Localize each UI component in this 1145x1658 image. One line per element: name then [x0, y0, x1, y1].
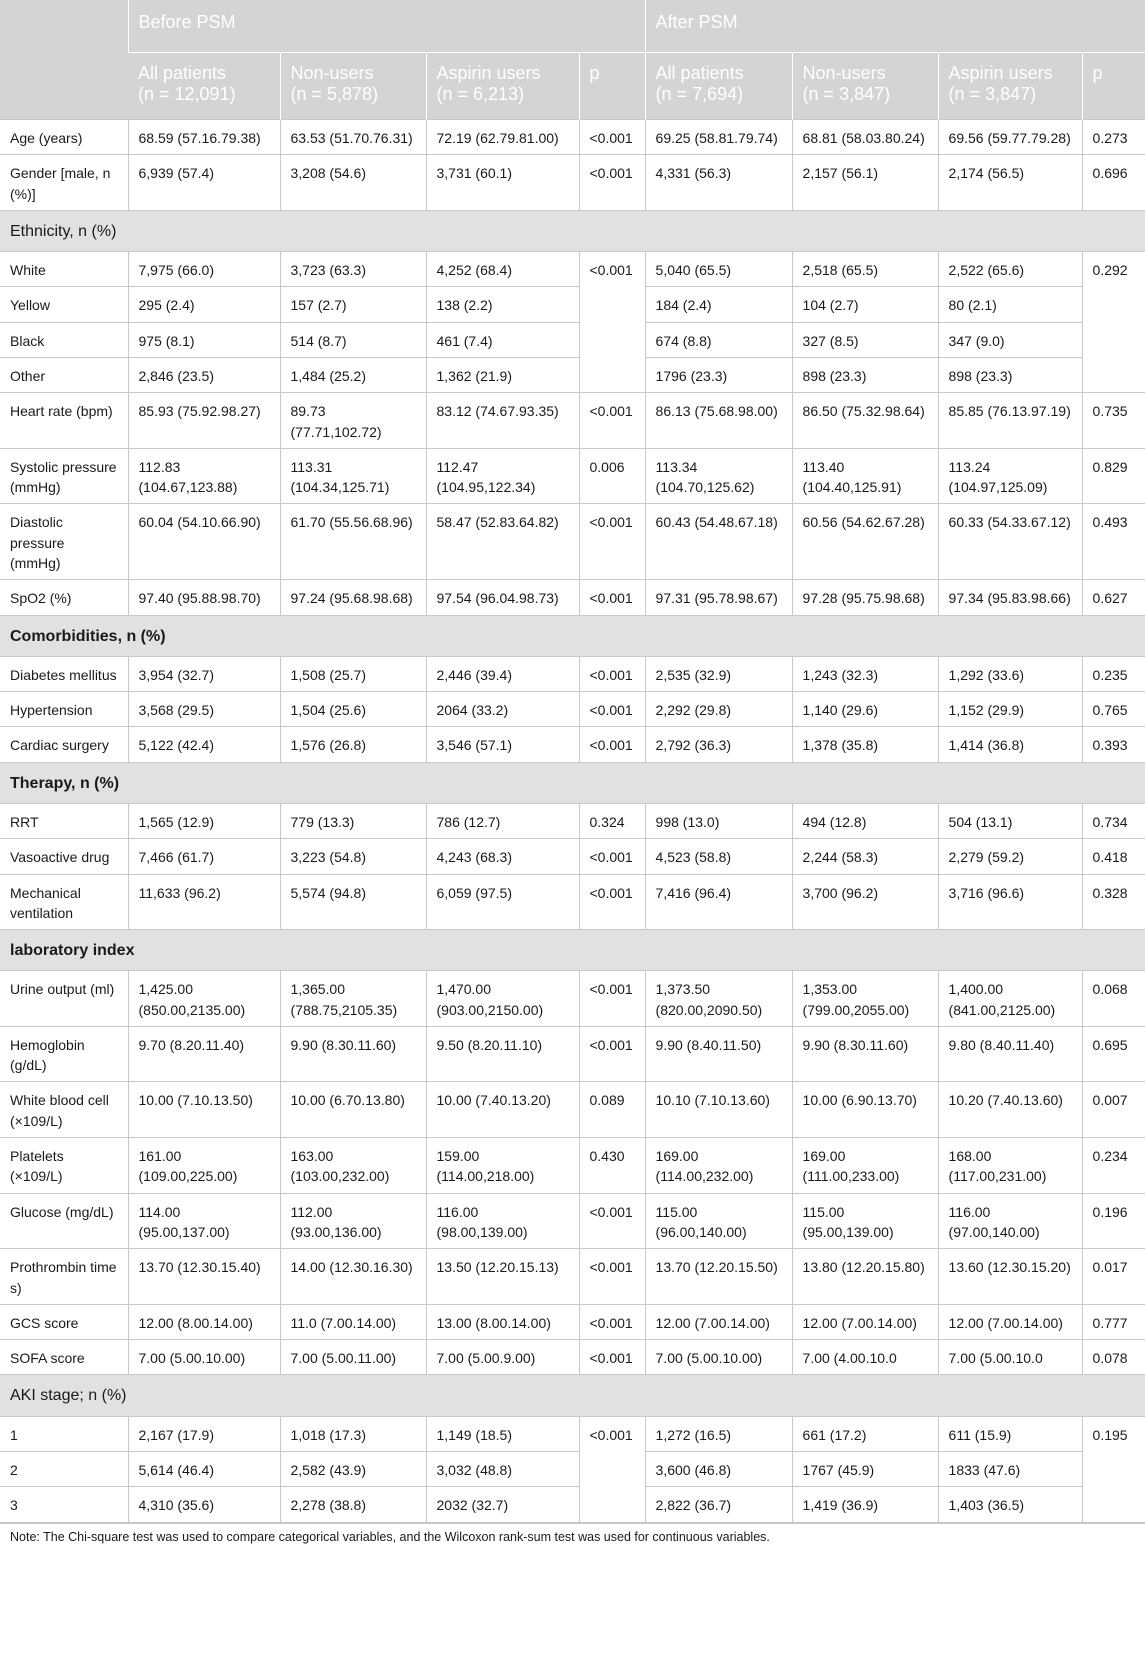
value-cell: 6,059 (97.5) — [426, 874, 579, 930]
value-cell: 1,292 (33.6) — [938, 656, 1082, 691]
row-label: 1 — [0, 1416, 128, 1451]
row-label: Diabetes mellitus — [0, 656, 128, 691]
column-header — [645, 53, 792, 120]
table-row — [0, 504, 1145, 580]
table-row — [0, 839, 1145, 874]
value-cell: 9.80 (8.40.11.40) — [938, 1026, 1082, 1082]
column-header-title: Aspirin users — [948, 63, 1053, 83]
table-row — [0, 1487, 1145, 1522]
value-cell: 69.25 (58.81.79.74) — [645, 120, 792, 155]
header-corner-cell — [0, 0, 128, 120]
section-heading: AKI stage; n (%) — [0, 1375, 1145, 1416]
column-header — [1082, 53, 1145, 120]
value-cell: 5,574 (94.8) — [280, 874, 426, 930]
column-header-title: Non-users — [290, 63, 374, 83]
value-cell: 6,939 (57.4) — [128, 155, 280, 211]
value-cell: 86.50 (75.32.98.64) — [792, 393, 938, 449]
value-cell: 2,535 (32.9) — [645, 656, 792, 691]
value-cell: 83.12 (74.67.93.35) — [426, 393, 579, 449]
column-header-title: Aspirin users — [436, 63, 541, 83]
table-row — [0, 393, 1145, 449]
value-cell: 1,400.00 (841.00,2125.00) — [938, 971, 1082, 1027]
value-cell: 2,157 (56.1) — [792, 155, 938, 211]
table-row — [0, 692, 1145, 727]
column-header-count: (n = 7,694) — [655, 83, 744, 104]
value-cell: 10.00 (6.90.13.70) — [792, 1082, 938, 1138]
column-header-count: (n = 6,213) — [436, 83, 525, 104]
value-cell: 494 (12.8) — [792, 803, 938, 838]
p-value-cell: 0.324 — [579, 803, 645, 838]
value-cell: 1833 (47.6) — [938, 1451, 1082, 1486]
column-header-count: (n = 3,847) — [948, 83, 1037, 104]
column-header-title: All patients — [138, 63, 227, 83]
value-cell: 2,518 (65.5) — [792, 252, 938, 287]
section-heading: Comorbidities, n (%) — [0, 615, 1145, 656]
value-cell: 3,600 (46.8) — [645, 1451, 792, 1486]
value-cell: 1,362 (21.9) — [426, 357, 579, 392]
p-value-cell: <0.001 — [579, 1026, 645, 1082]
p-value-cell: <0.001 — [579, 580, 645, 615]
column-header-count: (n = 5,878) — [290, 83, 379, 104]
value-cell: 7,416 (96.4) — [645, 874, 792, 930]
row-label: GCS score — [0, 1304, 128, 1339]
value-cell: 898 (23.3) — [938, 357, 1082, 392]
value-cell: 7.00 (5.00.9.00) — [426, 1340, 579, 1375]
row-label: Diastolic pressure (mmHg) — [0, 504, 128, 580]
value-cell: 113.34 (104.70,125.62) — [645, 448, 792, 504]
p-value-cell: <0.001 — [579, 393, 645, 449]
table-row — [0, 448, 1145, 504]
table-row — [0, 357, 1145, 392]
value-cell: 9.50 (8.20.11.10) — [426, 1026, 579, 1082]
value-cell: 1,365.00 (788.75,2105.35) — [280, 971, 426, 1027]
value-cell: 2032 (32.7) — [426, 1487, 579, 1522]
value-cell: 674 (8.8) — [645, 322, 792, 357]
row-label: Hemoglobin (g/dL) — [0, 1026, 128, 1082]
value-cell: 4,252 (68.4) — [426, 252, 579, 287]
value-cell: 2,278 (38.8) — [280, 1487, 426, 1522]
value-cell: 163.00 (103.00,232.00) — [280, 1138, 426, 1194]
p-value-cell: 0.418 — [1082, 839, 1145, 874]
value-cell: 11.0 (7.00.14.00) — [280, 1304, 426, 1339]
value-cell: 1,243 (32.3) — [792, 656, 938, 691]
value-cell: 2,846 (23.5) — [128, 357, 280, 392]
value-cell: 97.24 (95.68.98.68) — [280, 580, 426, 615]
section-heading: Therapy, n (%) — [0, 762, 1145, 803]
row-label: Prothrombin time s) — [0, 1249, 128, 1305]
value-cell: 12.00 (7.00.14.00) — [645, 1304, 792, 1339]
value-cell: 10.20 (7.40.13.60) — [938, 1082, 1082, 1138]
section-row — [0, 210, 1145, 251]
value-cell: 159.00 (114.00,218.00) — [426, 1138, 579, 1194]
value-cell: 138 (2.2) — [426, 287, 579, 322]
value-cell: 9.90 (8.40.11.50) — [645, 1026, 792, 1082]
value-cell: 1,504 (25.6) — [280, 692, 426, 727]
section-row — [0, 762, 1145, 803]
column-header — [426, 53, 579, 120]
value-cell: 85.85 (76.13.97.19) — [938, 393, 1082, 449]
p-value-cell: 0.017 — [1082, 1249, 1145, 1305]
value-cell: 12.00 (7.00.14.00) — [792, 1304, 938, 1339]
value-cell: 116.00 (97.00,140.00) — [938, 1193, 1082, 1249]
p-value-cell: 0.234 — [1082, 1138, 1145, 1194]
value-cell: 13.70 (12.20.15.50) — [645, 1249, 792, 1305]
value-cell: 3,032 (48.8) — [426, 1451, 579, 1486]
value-cell: 5,040 (65.5) — [645, 252, 792, 287]
value-cell: 97.54 (96.04.98.73) — [426, 580, 579, 615]
row-label: Urine output (ml) — [0, 971, 128, 1027]
row-label: Other — [0, 357, 128, 392]
value-cell: 3,723 (63.3) — [280, 252, 426, 287]
value-cell: 7.00 (5.00.11.00) — [280, 1340, 426, 1375]
table-row — [0, 1304, 1145, 1339]
value-cell: 97.40 (95.88.98.70) — [128, 580, 280, 615]
table-row — [0, 971, 1145, 1027]
p-value-cell: 0.777 — [1082, 1304, 1145, 1339]
header-after-psm: After PSM — [645, 0, 1145, 53]
value-cell: 514 (8.7) — [280, 322, 426, 357]
value-cell: 113.31 (104.34,125.71) — [280, 448, 426, 504]
value-cell: 112.47 (104.95,122.34) — [426, 448, 579, 504]
table-row — [0, 1138, 1145, 1194]
p-value-cell: 0.068 — [1082, 971, 1145, 1027]
section-row — [0, 615, 1145, 656]
p-value-cell: 0.765 — [1082, 692, 1145, 727]
p-value-cell: 0.627 — [1082, 580, 1145, 615]
value-cell: 113.40 (104.40,125.91) — [792, 448, 938, 504]
value-cell: 97.34 (95.83.98.66) — [938, 580, 1082, 615]
row-label: Heart rate (bpm) — [0, 393, 128, 449]
value-cell: 3,954 (32.7) — [128, 656, 280, 691]
p-value-cell: 0.829 — [1082, 448, 1145, 504]
row-label: SOFA score — [0, 1340, 128, 1375]
p-value-cell: 0.734 — [1082, 803, 1145, 838]
table-row — [0, 727, 1145, 762]
value-cell: 7.00 (5.00.10.00) — [645, 1340, 792, 1375]
row-label: 3 — [0, 1487, 128, 1522]
column-header — [579, 53, 645, 120]
row-label: Age (years) — [0, 120, 128, 155]
value-cell: 60.33 (54.33.67.12) — [938, 504, 1082, 580]
value-cell: 1,140 (29.6) — [792, 692, 938, 727]
value-cell: 347 (9.0) — [938, 322, 1082, 357]
value-cell: 898 (23.3) — [792, 357, 938, 392]
section-heading: Ethnicity, n (%) — [0, 210, 1145, 251]
value-cell: 1,425.00 (850.00,2135.00) — [128, 971, 280, 1027]
value-cell: 2,822 (36.7) — [645, 1487, 792, 1522]
value-cell: 1,152 (29.9) — [938, 692, 1082, 727]
value-cell: 2,174 (56.5) — [938, 155, 1082, 211]
p-value-cell: 0.089 — [579, 1082, 645, 1138]
table-row — [0, 1249, 1145, 1305]
value-cell: 97.28 (95.75.98.68) — [792, 580, 938, 615]
value-cell: 10.00 (6.70.13.80) — [280, 1082, 426, 1138]
table-row — [0, 120, 1145, 155]
p-value-cell: 0.493 — [1082, 504, 1145, 580]
value-cell: 4,310 (35.6) — [128, 1487, 280, 1522]
value-cell: 1,419 (36.9) — [792, 1487, 938, 1522]
value-cell: 10.10 (7.10.13.60) — [645, 1082, 792, 1138]
p-value-cell: 0.696 — [1082, 155, 1145, 211]
value-cell: 157 (2.7) — [280, 287, 426, 322]
value-cell: 97.31 (95.78.98.67) — [645, 580, 792, 615]
value-cell: 4,331 (56.3) — [645, 155, 792, 211]
value-cell: 12.00 (8.00.14.00) — [128, 1304, 280, 1339]
value-cell: 13.50 (12.20.15.13) — [426, 1249, 579, 1305]
column-header — [128, 53, 280, 120]
row-label: Vasoactive drug — [0, 839, 128, 874]
table-row — [0, 580, 1145, 615]
table-row — [0, 322, 1145, 357]
value-cell: 10.00 (7.10.13.50) — [128, 1082, 280, 1138]
value-cell: 2,582 (43.9) — [280, 1451, 426, 1486]
row-label: Mechanical ventilation — [0, 874, 128, 930]
value-cell: 1,508 (25.7) — [280, 656, 426, 691]
table-row — [0, 287, 1145, 322]
value-cell: 786 (12.7) — [426, 803, 579, 838]
value-cell: 3,208 (54.6) — [280, 155, 426, 211]
column-header-title: Non-users — [802, 63, 886, 83]
table-row — [0, 155, 1145, 211]
row-label: White blood cell (×109/L) — [0, 1082, 128, 1138]
p-value-cell: <0.001 — [579, 1304, 645, 1339]
value-cell: 327 (8.5) — [792, 322, 938, 357]
column-header-title: All patients — [655, 63, 744, 83]
value-cell: 115.00 (95.00,139.00) — [792, 1193, 938, 1249]
p-value-cell: <0.001 — [579, 874, 645, 930]
value-cell: 116.00 (98.00,139.00) — [426, 1193, 579, 1249]
column-header-count: (n = 12,091) — [138, 83, 236, 104]
value-cell: 2,167 (17.9) — [128, 1416, 280, 1451]
column-header — [280, 53, 426, 120]
value-cell: 1796 (23.3) — [645, 357, 792, 392]
value-cell: 3,568 (29.5) — [128, 692, 280, 727]
value-cell: 60.56 (54.62.67.28) — [792, 504, 938, 580]
table-row — [0, 1416, 1145, 1451]
value-cell: 10.00 (7.40.13.20) — [426, 1082, 579, 1138]
value-cell: 5,122 (42.4) — [128, 727, 280, 762]
value-cell: 115.00 (96.00,140.00) — [645, 1193, 792, 1249]
value-cell: 169.00 (111.00,233.00) — [792, 1138, 938, 1194]
value-cell: 69.56 (59.77.79.28) — [938, 120, 1082, 155]
section-heading: laboratory index — [0, 930, 1145, 971]
value-cell: 998 (13.0) — [645, 803, 792, 838]
value-cell: 9.90 (8.30.11.60) — [280, 1026, 426, 1082]
p-value-cell: <0.001 — [579, 656, 645, 691]
value-cell: 9.70 (8.20.11.40) — [128, 1026, 280, 1082]
value-cell: 113.24 (104.97,125.09) — [938, 448, 1082, 504]
table-row — [0, 1340, 1145, 1375]
value-cell: 13.80 (12.20.15.80) — [792, 1249, 938, 1305]
row-label: Hypertension — [0, 692, 128, 727]
value-cell: 2,292 (29.8) — [645, 692, 792, 727]
table-row — [0, 1193, 1145, 1249]
value-cell: 3,731 (60.1) — [426, 155, 579, 211]
row-label: Glucose (mg/dL) — [0, 1193, 128, 1249]
value-cell: 4,523 (58.8) — [645, 839, 792, 874]
value-cell: 161.00 (109.00,225.00) — [128, 1138, 280, 1194]
row-label: Black — [0, 322, 128, 357]
value-cell: 2,446 (39.4) — [426, 656, 579, 691]
value-cell: 60.04 (54.10.66.90) — [128, 504, 280, 580]
value-cell: 13.70 (12.30.15.40) — [128, 1249, 280, 1305]
table-body — [0, 120, 1145, 1523]
value-cell: 461 (7.4) — [426, 322, 579, 357]
value-cell: 7.00 (5.00.10.0 — [938, 1340, 1082, 1375]
value-cell: 3,716 (96.6) — [938, 874, 1082, 930]
p-value-cell: 0.195 — [1082, 1416, 1145, 1522]
table-row — [0, 874, 1145, 930]
header-before-psm: Before PSM — [128, 0, 645, 53]
row-label: Gender [male, n (%)] — [0, 155, 128, 211]
value-cell: 3,546 (57.1) — [426, 727, 579, 762]
value-cell: 85.93 (75.92.98.27) — [128, 393, 280, 449]
value-cell: 1,470.00 (903.00,2150.00) — [426, 971, 579, 1027]
p-value-cell: 0.292 — [1082, 252, 1145, 393]
value-cell: 2064 (33.2) — [426, 692, 579, 727]
value-cell: 661 (17.2) — [792, 1416, 938, 1451]
value-cell: 61.70 (55.56.68.96) — [280, 504, 426, 580]
value-cell: 86.13 (75.68.98.00) — [645, 393, 792, 449]
row-label: Yellow — [0, 287, 128, 322]
p-value-cell: <0.001 — [579, 504, 645, 580]
section-row — [0, 1375, 1145, 1416]
value-cell: 13.00 (8.00.14.00) — [426, 1304, 579, 1339]
column-header — [792, 53, 938, 120]
p-value-cell: 0.078 — [1082, 1340, 1145, 1375]
row-label: White — [0, 252, 128, 287]
value-cell: 13.60 (12.30.15.20) — [938, 1249, 1082, 1305]
value-cell: 80 (2.1) — [938, 287, 1082, 322]
value-cell: 11,633 (96.2) — [128, 874, 280, 930]
value-cell: 611 (15.9) — [938, 1416, 1082, 1451]
value-cell: 169.00 (114.00,232.00) — [645, 1138, 792, 1194]
row-label: Systolic pressure (mmHg) — [0, 448, 128, 504]
value-cell: 72.19 (62.79.81.00) — [426, 120, 579, 155]
value-cell: 1,149 (18.5) — [426, 1416, 579, 1451]
value-cell: 68.59 (57.16.79.38) — [128, 120, 280, 155]
value-cell: 1,484 (25.2) — [280, 357, 426, 392]
section-row — [0, 930, 1145, 971]
p-value-cell: <0.001 — [579, 1249, 645, 1305]
table-footnote: Note: The Chi-square test was used to compare categorical variables, and the Wilcoxon rank-sum test was used for continuous variables. — [0, 1523, 1145, 1544]
table-row — [0, 1026, 1145, 1082]
column-header-count: (n = 3,847) — [802, 83, 891, 104]
value-cell: 1,018 (17.3) — [280, 1416, 426, 1451]
value-cell: 12.00 (7.00.14.00) — [938, 1304, 1082, 1339]
p-value-cell: 0.196 — [1082, 1193, 1145, 1249]
value-cell: 504 (13.1) — [938, 803, 1082, 838]
value-cell: 7,975 (66.0) — [128, 252, 280, 287]
value-cell: 1,414 (36.8) — [938, 727, 1082, 762]
value-cell: 2,244 (58.3) — [792, 839, 938, 874]
p-value-cell: <0.001 — [579, 692, 645, 727]
p-value-cell: 0.235 — [1082, 656, 1145, 691]
p-value-cell: 0.393 — [1082, 727, 1145, 762]
row-label: 2 — [0, 1451, 128, 1486]
table-row — [0, 656, 1145, 691]
p-value-cell: 0.430 — [579, 1138, 645, 1194]
value-cell: 2,792 (36.3) — [645, 727, 792, 762]
value-cell: 7.00 (4.00.10.0 — [792, 1340, 938, 1375]
value-cell: 1767 (45.9) — [792, 1451, 938, 1486]
value-cell: 975 (8.1) — [128, 322, 280, 357]
value-cell: 184 (2.4) — [645, 287, 792, 322]
value-cell: 68.81 (58.03.80.24) — [792, 120, 938, 155]
value-cell: 2,279 (59.2) — [938, 839, 1082, 874]
value-cell: 5,614 (46.4) — [128, 1451, 280, 1486]
value-cell: 58.47 (52.83.64.82) — [426, 504, 579, 580]
value-cell: 9.90 (8.30.11.60) — [792, 1026, 938, 1082]
p-value-cell: 0.006 — [579, 448, 645, 504]
value-cell: 60.43 (54.48.67.18) — [645, 504, 792, 580]
column-header — [938, 53, 1082, 120]
row-label: Platelets (×109/L) — [0, 1138, 128, 1194]
p-value-cell: <0.001 — [579, 1193, 645, 1249]
p-value-cell: 0.328 — [1082, 874, 1145, 930]
value-cell: 1,565 (12.9) — [128, 803, 280, 838]
value-cell: 3,223 (54.8) — [280, 839, 426, 874]
row-label: Cardiac surgery — [0, 727, 128, 762]
table-row — [0, 803, 1145, 838]
column-header-title: p — [589, 63, 600, 83]
p-value-cell: 0.007 — [1082, 1082, 1145, 1138]
p-value-cell: <0.001 — [579, 1340, 645, 1375]
value-cell: 3,700 (96.2) — [792, 874, 938, 930]
value-cell: 168.00 (117.00,231.00) — [938, 1138, 1082, 1194]
column-header-title: p — [1092, 63, 1103, 83]
row-label: RRT — [0, 803, 128, 838]
value-cell: 112.00 (93.00,136.00) — [280, 1193, 426, 1249]
p-value-cell: <0.001 — [579, 839, 645, 874]
value-cell: 1,353.00 (799.00,2055.00) — [792, 971, 938, 1027]
value-cell: 2,522 (65.6) — [938, 252, 1082, 287]
value-cell: 104 (2.7) — [792, 287, 938, 322]
value-cell: 14.00 (12.30.16.30) — [280, 1249, 426, 1305]
value-cell: 63.53 (51.70.76.31) — [280, 120, 426, 155]
value-cell: 7.00 (5.00.10.00) — [128, 1340, 280, 1375]
table-row — [0, 1082, 1145, 1138]
table-row — [0, 252, 1145, 287]
p-value-cell: 0.695 — [1082, 1026, 1145, 1082]
table-row — [0, 1451, 1145, 1486]
value-cell: 7,466 (61.7) — [128, 839, 280, 874]
value-cell: 4,243 (68.3) — [426, 839, 579, 874]
p-value-cell: <0.001 — [579, 155, 645, 211]
value-cell: 114.00 (95.00,137.00) — [128, 1193, 280, 1249]
row-label: SpO2 (%) — [0, 580, 128, 615]
p-value-cell: <0.001 — [579, 1416, 645, 1522]
p-value-cell: 0.273 — [1082, 120, 1145, 155]
p-value-cell: <0.001 — [579, 727, 645, 762]
value-cell: 779 (13.3) — [280, 803, 426, 838]
value-cell: 89.73 (77.71,102.72) — [280, 393, 426, 449]
value-cell: 1,576 (26.8) — [280, 727, 426, 762]
value-cell: 1,272 (16.5) — [645, 1416, 792, 1451]
value-cell: 112.83 (104.67,123.88) — [128, 448, 280, 504]
value-cell: 295 (2.4) — [128, 287, 280, 322]
value-cell: 1,373.50 (820.00,2090.50) — [645, 971, 792, 1027]
p-value-cell: 0.735 — [1082, 393, 1145, 449]
p-value-cell: <0.001 — [579, 120, 645, 155]
value-cell: 1,378 (35.8) — [792, 727, 938, 762]
p-value-cell: <0.001 — [579, 252, 645, 393]
value-cell: 1,403 (36.5) — [938, 1487, 1082, 1522]
table-header — [0, 0, 1145, 120]
p-value-cell: <0.001 — [579, 971, 645, 1027]
